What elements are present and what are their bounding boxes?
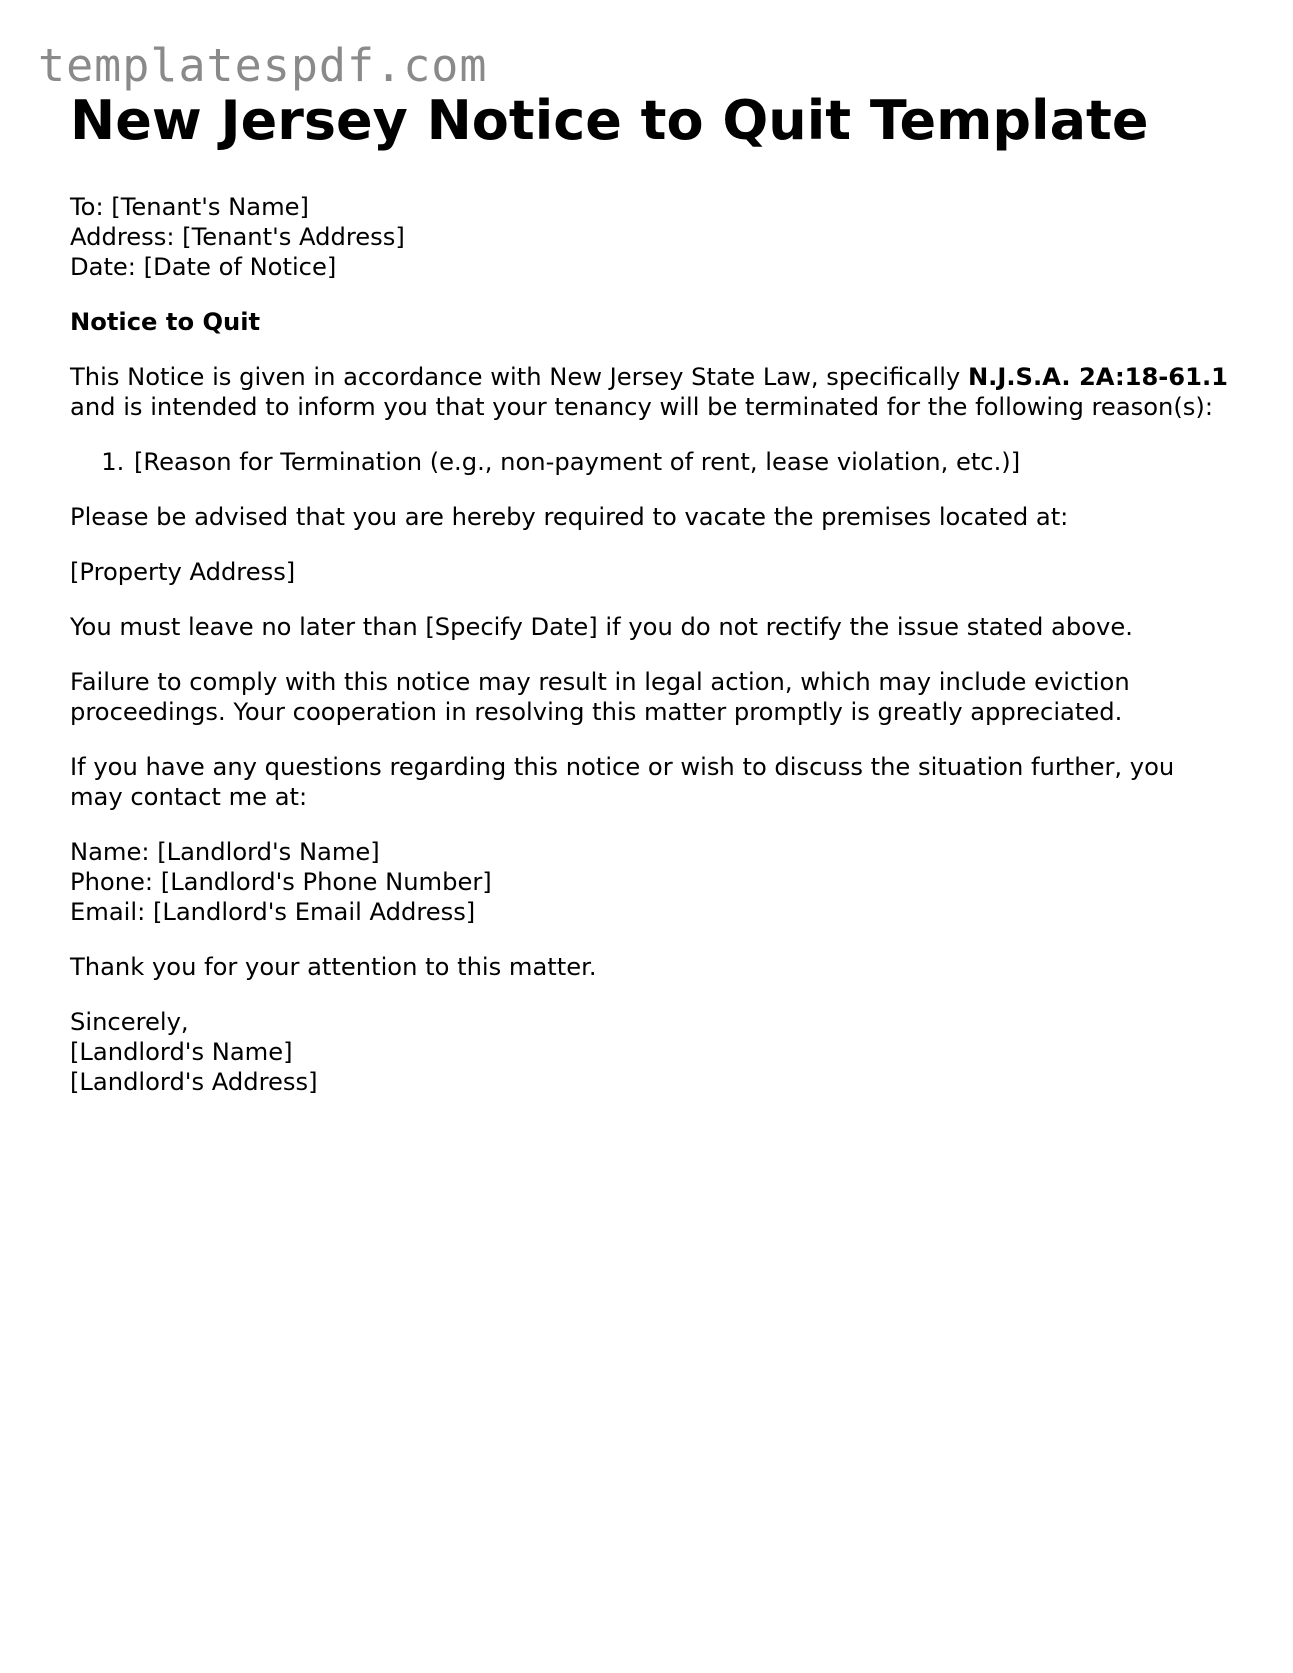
document-page	[70, 88, 1230, 1122]
vacate-paragraph: Please be advised that you are hereby required to vacate the premises located at:	[70, 503, 1069, 531]
property-address: [Property Address]	[70, 558, 296, 586]
closing-address: [Landlord's Address]	[70, 1068, 318, 1096]
contact-name: Name: [Landlord's Name]	[70, 838, 380, 866]
intro-paragraph	[70, 362, 1230, 422]
closing-name: [Landlord's Name]	[70, 1038, 293, 1066]
contact-email: Email: [Landlord's Email Address]	[70, 898, 476, 926]
closing-sincerely: Sincerely,	[70, 1008, 189, 1036]
thanks-paragraph: Thank you for your attention to this matter.	[70, 953, 597, 981]
recipient-to: To: [Tenant's Name]	[70, 193, 309, 221]
closing-block	[70, 1007, 1230, 1097]
intro-text-after: and is intended to inform you that your tenancy will be terminated for the following reason(s):	[70, 393, 1213, 421]
reasons-list	[70, 447, 1230, 477]
section-heading: Notice to Quit	[70, 308, 261, 336]
contact-block	[70, 837, 1230, 927]
failure-paragraph: Failure to comply with this notice may result in legal action, which may include eviction proceedings. Your cooperation in resolving this matter promptly is greatly appreciated.	[70, 668, 1130, 726]
watermark: templatespdf.com	[38, 39, 488, 92]
reason-item: 1. [Reason for Termination (e.g., non-payment of rent, lease violation, etc.)]	[132, 447, 1230, 477]
contact-intro-paragraph: If you have any questions regarding this notice or wish to discuss the situation further, you may contact me at:	[70, 753, 1175, 811]
recipient-block	[70, 192, 1230, 282]
document-title: New Jersey Notice to Quit Template	[70, 89, 1149, 152]
notice-date: Date: [Date of Notice]	[70, 253, 337, 281]
recipient-address: Address: [Tenant's Address]	[70, 223, 405, 251]
intro-text-before: This Notice is given in accordance with New Jersey State Law, specifically	[70, 363, 968, 391]
deadline-paragraph: You must leave no later than [Specify Date] if you do not rectify the issue stated above.	[70, 613, 1133, 641]
contact-phone: Phone: [Landlord's Phone Number]	[70, 868, 492, 896]
statute-reference: N.J.S.A. 2A:18-61.1	[967, 363, 1228, 391]
